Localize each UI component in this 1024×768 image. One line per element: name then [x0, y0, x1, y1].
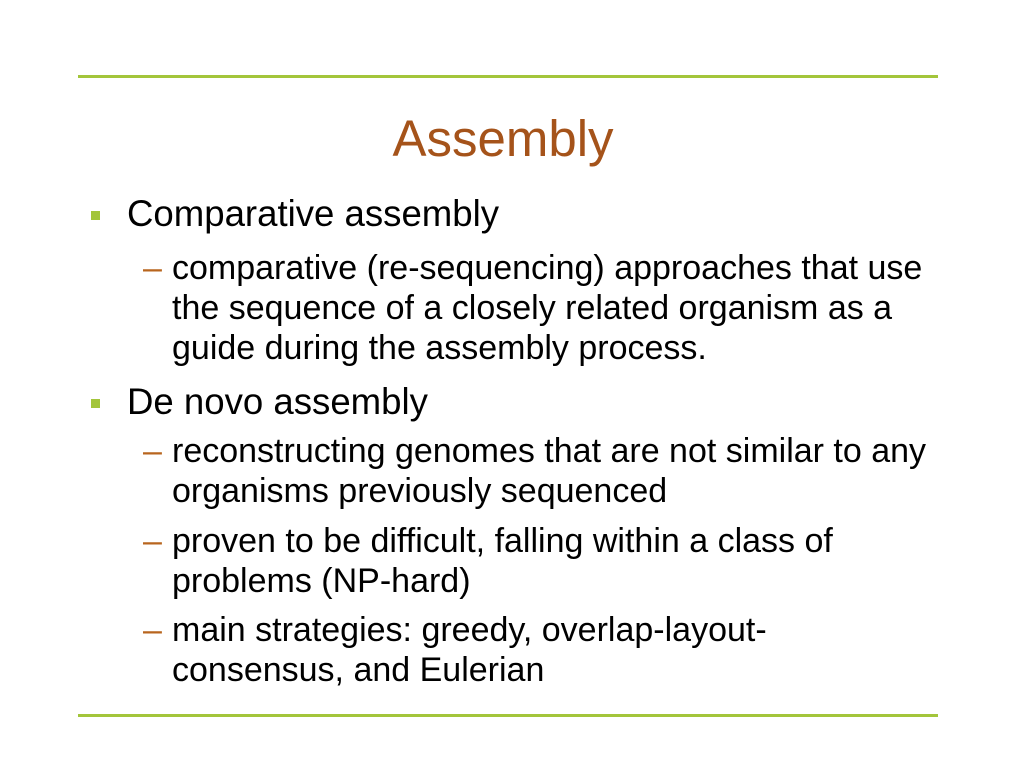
dash-bullet-marker: –	[143, 611, 162, 649]
sub-bullet-line: guide during the assembly process.	[172, 329, 707, 367]
sub-bullet-line: reconstructing genomes that are not similar to any	[172, 432, 927, 470]
bullet-text: De novo assembly	[127, 381, 428, 422]
sub-bullet-text	[172, 431, 943, 511]
bullet-de-novo-assembly	[91, 380, 891, 424]
sub-bullet-item	[143, 610, 943, 690]
sub-bullet-line: main strategies: greedy, overlap-layout-	[172, 611, 767, 649]
sub-bullet-line: proven to be difficult, falling within a class of	[172, 522, 833, 560]
dash-bullet-marker: –	[143, 522, 162, 560]
sub-bullet-item	[143, 248, 943, 368]
slide-title: Assembly	[392, 110, 614, 167]
square-bullet-icon	[91, 211, 100, 220]
sub-bullet-line: consensus, and Eulerian	[172, 651, 545, 689]
sub-bullet-line: organisms previously sequenced	[172, 472, 668, 510]
sub-bullet-line: problems (NP-hard)	[172, 562, 471, 600]
bullet-text: Comparative assembly	[127, 193, 500, 234]
square-bullet-icon	[91, 399, 100, 408]
sub-bullet-text	[172, 521, 943, 601]
dash-bullet-marker: –	[143, 432, 162, 470]
sub-bullet-item	[143, 431, 943, 511]
sub-bullet-line: comparative (re-sequencing) approaches that use	[172, 249, 923, 287]
sub-bullet-text	[172, 610, 943, 690]
sub-bullet-item	[143, 521, 943, 601]
bottom-divider-line	[78, 714, 938, 717]
dash-bullet-marker: –	[143, 249, 162, 287]
top-divider-line	[78, 75, 938, 78]
sub-bullet-text	[172, 248, 943, 368]
bullet-comparative-assembly	[91, 192, 891, 236]
sub-bullet-line: the sequence of a closely related organism as a	[172, 289, 893, 327]
